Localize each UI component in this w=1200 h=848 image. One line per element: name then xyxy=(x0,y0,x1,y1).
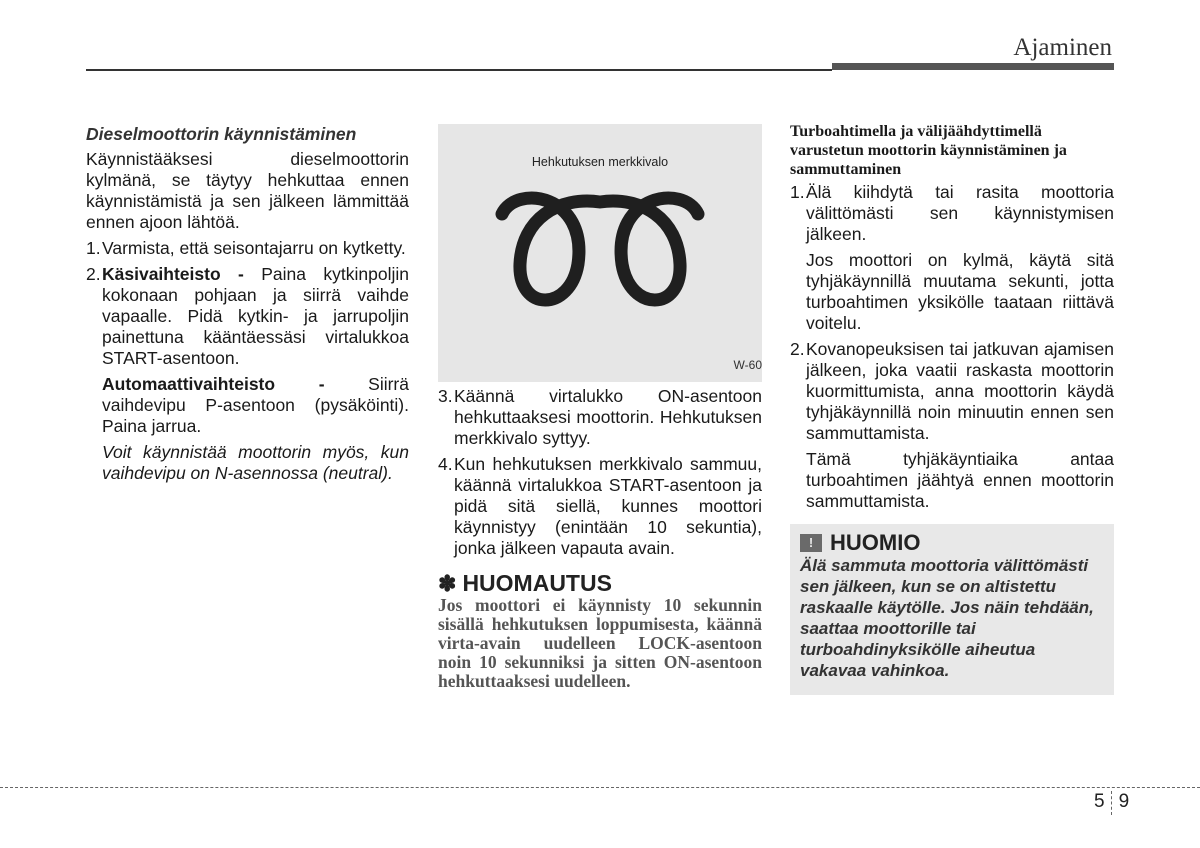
page-number-value: 9 xyxy=(1118,791,1130,812)
intro-paragraph: Käynnistääksesi dieselmoottorin kylmänä, se täytyy hehkuttaa ennen käynnistämistä ja sen jälkeen lämmittää ennen ajoon lähtöä. xyxy=(86,149,409,232)
neutral-start-note: Voit käynnistää moottorin myös, kun vaihdevipu on N-asennossa (neutral). xyxy=(102,442,409,483)
automatic-transmission-text: Siirrä vaihdevipu P-asentoon (pysäköinti). Paina jarrua. xyxy=(102,374,409,436)
turbo-section-title: Turboahtimella ja välijäähdyttimellä varustetun moottorin käynnistäminen ja sammuttaminen xyxy=(790,123,1067,178)
header-bar xyxy=(832,63,1114,70)
note-text: Jos moottori ei käynnisty 10 sekunnin sisällä hehkutuksen loppumisesta, käännä virta-avain uudelleen LOCK-asentoon noin 10 sekunniksi ja sitten ON-asentoon hehkuttaaksesi uudelleen. xyxy=(438,595,762,691)
column-right xyxy=(790,122,1114,695)
manual-transmission-label: Käsivaihteisto - xyxy=(102,264,244,284)
step-text: Kovanopeuksisen tai jatkuvan ajamisen jälkeen, joka vaatii raskasta moottorin kuormittumista, anna moottorin käydä tyhjäkäynnillä noin minuutin ennen sen sammuttamista. xyxy=(806,339,1114,443)
step-3 xyxy=(438,386,762,449)
automatic-transmission-label: Automaattivaihteisto - xyxy=(102,374,325,394)
step-2 xyxy=(86,264,409,369)
caution-icon: ! xyxy=(800,534,822,552)
asterisk-icon: ✽ xyxy=(438,571,457,596)
step-1 xyxy=(86,238,409,259)
step-text: Kun hehkutuksen merkkivalo sammuu, käännä virtalukkoa START-asentoon ja pidä sitä siellä, kunnes moottori käynnistyy (enintään 10 sekuntia), jonka jälkeen vapauta avain. xyxy=(454,454,762,558)
step-text: Varmista, että seisontajarru on kytketty. xyxy=(102,238,406,258)
note-heading xyxy=(438,570,762,596)
step-number: 1. xyxy=(790,182,805,202)
step-text: Käännä virtalukko ON-asentoon hehkuttaaksesi moottorin. Hehkutuksen merkkivalo syttyy. xyxy=(454,386,762,448)
column-middle xyxy=(438,124,762,691)
turbo-step-2 xyxy=(790,339,1114,444)
chapter-number: 5 xyxy=(1094,791,1105,812)
step-number: 2. xyxy=(790,339,805,359)
turbo-step-1-extra: Jos moottori on kylmä, käytä sitä tyhjäkäynnillä muutama sekunti, jotta turboahtimen yksikölle taataan riittävä voitelu. xyxy=(806,250,1114,333)
step-text xyxy=(102,264,409,369)
header-rule xyxy=(86,69,832,71)
step-number: 4. xyxy=(438,454,453,474)
figure-code: W-60 xyxy=(733,358,762,372)
section-heading: Dieselmoottorin käynnistäminen xyxy=(86,124,357,144)
column-left xyxy=(86,124,409,489)
caution-title: HUOMIO xyxy=(830,530,921,555)
figure-label: Hehkutuksen merkkivalo xyxy=(531,155,669,169)
footer-rule xyxy=(0,787,1200,788)
chapter-title: Ajaminen xyxy=(1013,34,1112,61)
page-number xyxy=(1094,791,1129,815)
step-4 xyxy=(438,454,762,559)
manual-transmission-text: Paina kytkinpoljin kokonaan pohjaan ja siirrä vaihde vapaalle. Pidä kytkin- ja jarrupoljin painettuna kääntäessäsi virtalukkoa START-asentoon. xyxy=(102,264,409,368)
step-number: 1. xyxy=(86,238,101,258)
note-title: HUOMAUTUS xyxy=(462,570,612,596)
step-number: 3. xyxy=(438,386,453,406)
automatic-transmission-paragraph xyxy=(86,374,409,437)
glow-indicator-figure xyxy=(438,124,762,382)
caution-box xyxy=(790,524,1114,695)
caution-heading xyxy=(800,532,1104,553)
step-number: 2. xyxy=(86,264,101,284)
caution-text: Älä sammuta moottoria välittömästi sen jälkeen, kun se on altistettu raskaalle käytölle. Jos näin tehdään, saattaa moottorille tai turboahdinyksikölle aiheutua vakavaa vahinkoa. xyxy=(800,556,1094,680)
page-number-divider xyxy=(1111,791,1113,815)
turbo-step-2-extra: Tämä tyhjäkäyntiaika antaa turboahtimen jäähtyä ennen moottorin sammuttamista. xyxy=(806,449,1114,511)
step-text: Älä kiihdytä tai rasita moottoria välittömästi sen käynnistymisen jälkeen. xyxy=(806,182,1114,244)
turbo-step-1 xyxy=(790,182,1114,245)
